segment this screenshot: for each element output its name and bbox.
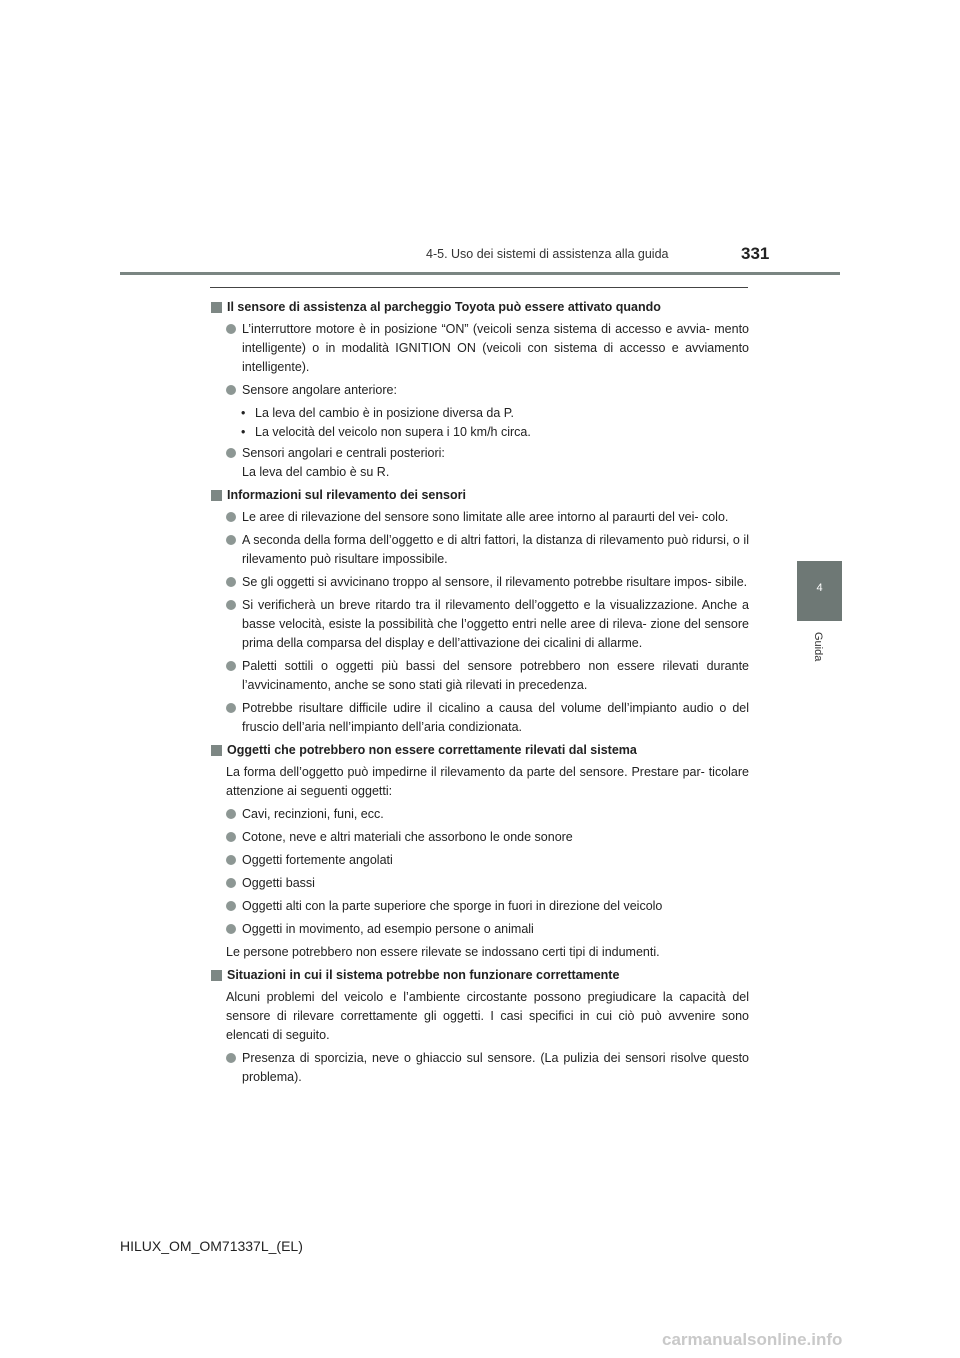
section-heading: Situazioni in cui il sistema potrebbe non funzionare correttamente [210,966,749,985]
sub-list-item: • La velocità del veicolo non supera i 10 km/h circa. [241,425,531,439]
section-note: Le persone potrebbero non essere rilevate se indossano certi tipi di indumenti. [226,945,660,959]
square-bullet-icon [211,490,222,501]
section-intro: Alcuni problemi del veicolo e l’ambiente circostante possono pregiudicare la capacità del sensore di rilevare correttamente gli oggetti. I casi specifici in cui ciò può avvenire sono elencati di seguito. [226,990,749,1042]
list-item: Se gli oggetti si avvicinano troppo al sensore, il rilevamento potrebbe risultare impos- sibile. [226,573,749,592]
square-bullet-icon [211,302,222,313]
circle-bullet-icon [226,577,236,587]
page-content [210,298,749,1091]
circle-bullet-icon [226,878,236,888]
list-item: A seconda della forma dell’oggetto e di altri fattori, la distanza di rilevamento può ridursi, o il rilevamento può risultare impossibile. [226,531,749,569]
circle-bullet-icon [226,448,236,458]
list-item: Oggetti in movimento, ad esempio persone o animali [226,920,749,939]
list-item: Potrebbe risultare difficile udire il cicalino a causa del volume dell’impianto audio o del fruscio dell’aria nell’impianto dell’aria condizionata. [226,699,749,737]
list-item: Cotone, neve e altri materiali che assorbono le onde sonore [226,828,749,847]
list-item: Cavi, recinzioni, funi, ecc. [226,805,749,824]
list-item: L’interruttore motore è in posizione “ON” (veicoli senza sistema di accesso e avvia- mento intelligente) o in modalità IGNITION ON (veicoli con sistema di accesso e avviamento intelligente). [226,320,749,377]
section-heading: Il sensore di assistenza al parcheggio Toyota può essere attivato quando [210,298,749,317]
chapter-number: 4 [816,582,823,594]
section-heading: Informazioni sul rilevamento dei sensori [210,486,749,505]
circle-bullet-icon [226,661,236,671]
circle-bullet-icon [226,901,236,911]
watermark: carmanualsonline.info [662,1330,843,1349]
list-item: Sensore angolare anteriore: [226,381,749,400]
list-item: Sensori angolari e centrali posteriori: La leva del cambio è su R. [226,444,749,482]
list-item: Oggetti fortemente angolati [226,851,749,870]
header-section-title: 4-5. Uso dei sistemi di assistenza alla guida [426,247,669,261]
circle-bullet-icon [226,512,236,522]
list-item: Le aree di rilevazione del sensore sono limitate alle aree intorno al paraurti del vei- colo. [226,508,749,527]
sub-list-item: • La leva del cambio è in posizione diversa da P. [241,406,514,420]
circle-bullet-icon [226,703,236,713]
circle-bullet-icon [226,324,236,334]
section-intro: La forma dell’oggetto può impedirne il rilevamento da parte del sensore. Prestare par- ticolare attenzione ai seguenti oggetti: [226,765,749,798]
list-item: Si verificherà un breve ritardo tra il rilevamento dell’oggetto e la visualizzazione. Anche a basse velocità, esiste la possibilità che l’oggetto entri nelle aree di rileva- zione del sensore prima della comparsa del display e dell’attivazione dei cicalini di allarme. [226,596,749,653]
circle-bullet-icon [226,600,236,610]
square-bullet-icon [211,970,222,981]
circle-bullet-icon [226,1053,236,1063]
section-heading: Oggetti che potrebbero non essere correttamente rilevati dal sistema [210,741,749,760]
circle-bullet-icon [226,809,236,819]
header-divider [120,272,840,275]
document-code: HILUX_OM_OM71337L_(EL) [120,1238,303,1254]
list-item: Presenza di sporcizia, neve o ghiaccio sul sensore. (La pulizia dei sensori risolve questo problema). [226,1049,749,1087]
circle-bullet-icon [226,535,236,545]
circle-bullet-icon [226,385,236,395]
list-item: Oggetti alti con la parte superiore che sporge in fuori in direzione del veicolo [226,897,749,916]
circle-bullet-icon [226,855,236,865]
circle-bullet-icon [226,924,236,934]
chapter-tab [797,561,842,621]
square-bullet-icon [211,745,222,756]
chapter-label: Guida [812,632,824,662]
list-item: Oggetti bassi [226,874,749,893]
content-divider [210,287,748,288]
page-number: 331 [741,244,770,263]
list-item: Paletti sottili o oggetti più bassi del sensore potrebbero non essere rilevati durante l’avvicinamento, anche se sono stati già rilevati in precedenza. [226,657,749,695]
circle-bullet-icon [226,832,236,842]
